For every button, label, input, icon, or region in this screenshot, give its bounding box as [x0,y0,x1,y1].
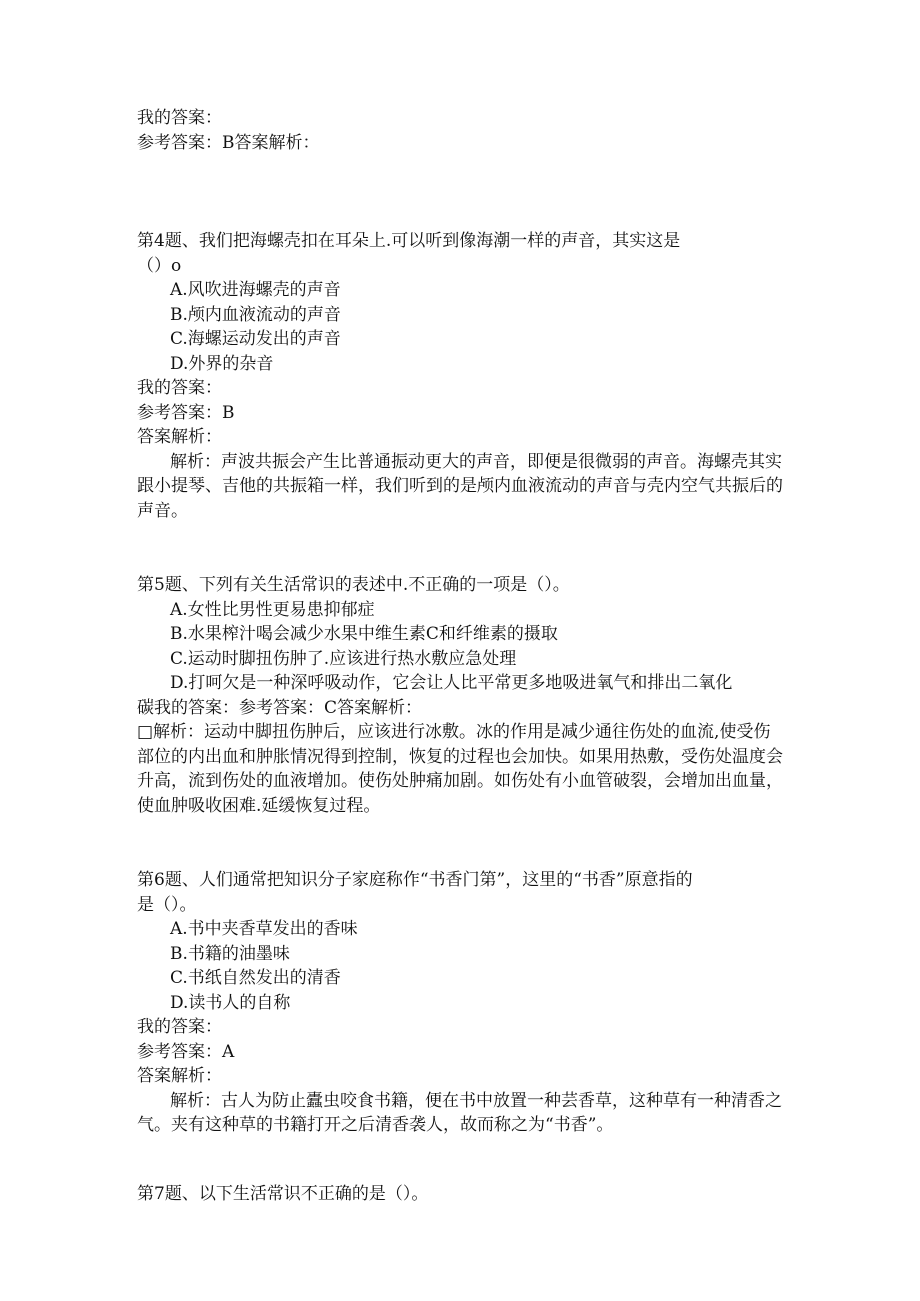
option-d: D.读书人的自称 [170,992,291,1013]
option-b: B.水果榨汁喝会减少水果中维生素C和纤维素的摄取 [170,624,558,644]
analysis-label: 答案解析： [137,1066,222,1086]
reference-answer-line: 参考答案：B答案解析： [137,132,320,153]
option-d: D.打呵欠是一种深呼吸动作，它会让人比平常更多地吸进氧气和排出二氧化 [170,673,733,693]
reference-answer: 参考答案：A [137,1041,235,1062]
question-stem-cont: （）o [137,255,182,276]
my-answer-label: 我的答案： [137,108,222,128]
question-6 [137,868,787,1138]
option-c: C.书纸自然发出的清香 [170,968,341,988]
question-stem: 第6题、人们通常把知识分子家庭称作“书香门第”，这里的“书香”原意指的 [137,870,693,890]
option-a: A.女性比男性更易患抑郁症 [170,599,375,620]
question-4 [137,229,787,523]
option-d: D.外界的杂音 [170,353,274,374]
document-body [137,106,787,1206]
analysis-text: □解析：运动中脚扭伤肿后，应该进行冰敷。冰的作用是减少通往伤处的血流,使受伤部位的内出血和肿胀情况得到控制，恢复的过程也会加快。如果用热敷，受伤处温度会升高，流到伤处的血液增加。使伤处肿痛加剧。如伤处有小血管破裂，会增加出血量，使血肿吸收困难.延缓恢复过程。 [137,722,783,816]
analysis-text: 解析：古人为防止蠹虫咬食书籍，便在书中放置一种芸香草，这种草有一种清香之气。夹有这种草的书籍打开之后清香袭人，故而称之为“书香”。 [137,1090,782,1135]
reference-answer: 参考答案：B [137,402,235,423]
analysis-text: 解析：声波共振会产生比普通振动更大的声音，即便是很微弱的声音。海螺壳其实跟小提琴、吉他的共振箱一样，我们听到的是颅内血液流动的声音与壳内空气共振后的声音。 [137,451,783,521]
option-b: B.书籍的油墨味 [170,943,290,964]
answer-line: 碳我的答案：参考答案：C答案解析： [137,697,423,718]
question-5 [137,573,787,818]
question-stem: 第7题、以下生活常识不正确的是（）。 [137,1183,429,1204]
question-7 [137,1182,787,1207]
question-stem: 第4题、我们把海螺壳扣在耳朵上.可以听到像海潮一样的声音，其实这是 [137,231,681,251]
option-c: C.海螺运动发出的声音 [170,329,341,349]
option-a: A.风吹进海螺壳的声音 [170,280,341,300]
my-answer-label: 我的答案： [137,378,222,398]
option-c: C.运动时脚扭伤肿了.应该进行热水敷应急处理 [170,648,517,669]
question-stem-cont: 是（）。 [137,894,197,915]
option-a: A.书中夹香草发出的香味 [170,919,358,939]
analysis-label: 答案解析： [137,427,222,447]
my-answer-label: 我的答案： [137,1017,222,1037]
option-b: B.颅内血液流动的声音 [170,304,341,325]
question-stem: 第5题、下列有关生活常识的表述中.不正确的一项是（）。 [137,575,570,595]
